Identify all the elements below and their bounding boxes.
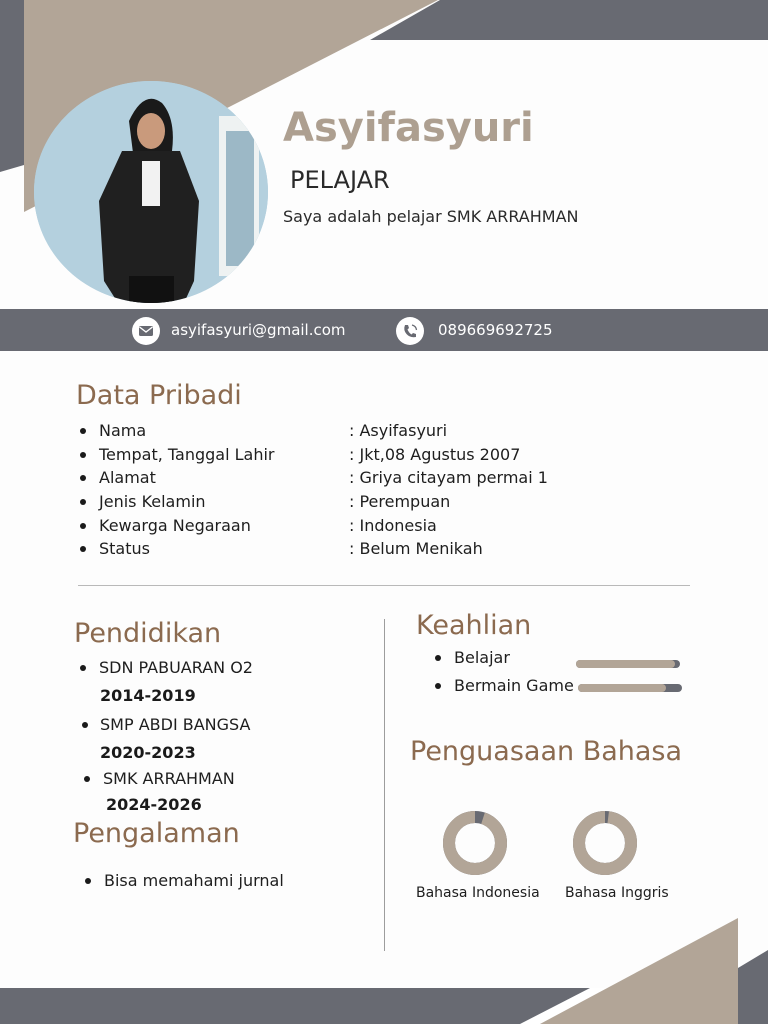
language-donut	[571, 809, 639, 877]
donut-fill	[449, 817, 501, 869]
education-years: 2024-2026	[106, 795, 202, 814]
profile-name: Asyifasyuri	[283, 105, 534, 151]
personal-value: : Perempuan	[349, 492, 451, 511]
education-school: SDN PABUARAN O2	[99, 658, 253, 677]
phone-icon	[396, 317, 424, 345]
personal-value: : Jkt,08 Agustus 2007	[349, 445, 521, 464]
personal-value: : Asyifasyuri	[349, 421, 448, 440]
column-divider	[384, 619, 385, 951]
personal-label: Kewarga Negaraan	[99, 516, 251, 535]
personal-title: Data Pribadi	[76, 380, 242, 411]
personal-label: Jenis Kelamin	[99, 492, 206, 511]
bullet	[80, 523, 86, 529]
language-name: Bahasa Inggris	[565, 885, 669, 901]
skill-bar-fill	[576, 660, 675, 668]
language-donut	[441, 809, 509, 877]
bullet	[435, 655, 441, 661]
education-years: 2020-2023	[100, 743, 196, 762]
personal-value: : Indonesia	[349, 516, 437, 535]
bullet	[84, 776, 90, 782]
skills-title: Keahlian	[416, 610, 532, 641]
bullet	[80, 428, 86, 434]
bullet	[80, 475, 86, 481]
education-school: SMP ABDI BANGSA	[100, 715, 251, 734]
skill-bar	[578, 684, 682, 692]
experience-title: Pengalaman	[73, 818, 240, 849]
bullet	[80, 452, 86, 458]
profile-role: PELAJAR	[290, 166, 390, 194]
bullet	[80, 546, 86, 552]
bullet	[82, 722, 88, 728]
personal-label: Nama	[99, 421, 147, 440]
profile-photo	[34, 81, 268, 303]
skill-name: Belajar	[454, 648, 510, 667]
bullet	[80, 665, 86, 671]
bullet	[80, 499, 86, 505]
contact-bar	[0, 309, 768, 351]
bullet	[435, 683, 441, 689]
education-title: Pendidikan	[74, 618, 222, 649]
languages-title: Penguasaan Bahasa	[410, 736, 683, 767]
education-school: SMK ARRAHMAN	[103, 769, 235, 788]
skill-name: Bermain Game	[454, 676, 574, 695]
donut-fill	[579, 817, 631, 869]
profile-bio: Saya adalah pelajar SMK ARRAHMAN	[283, 207, 579, 226]
bullet	[85, 878, 91, 884]
section-divider	[78, 585, 690, 586]
skill-bar	[576, 660, 680, 668]
email-text[interactable]: asyifasyuri@gmail.com	[171, 321, 346, 339]
personal-value: : Belum Menikah	[349, 539, 483, 558]
personal-label: Status	[99, 539, 150, 558]
email-icon	[132, 317, 160, 345]
personal-label: Tempat, Tanggal Lahir	[99, 445, 275, 464]
skill-bar-fill	[578, 684, 666, 692]
personal-label: Alamat	[99, 468, 156, 487]
experience-item: Bisa memahami jurnal	[104, 871, 284, 890]
education-years: 2014-2019	[100, 686, 196, 705]
phone-text[interactable]: 089669692725	[438, 321, 553, 339]
personal-value: : Griya citayam permai 1	[349, 468, 548, 487]
language-name: Bahasa Indonesia	[416, 885, 540, 901]
